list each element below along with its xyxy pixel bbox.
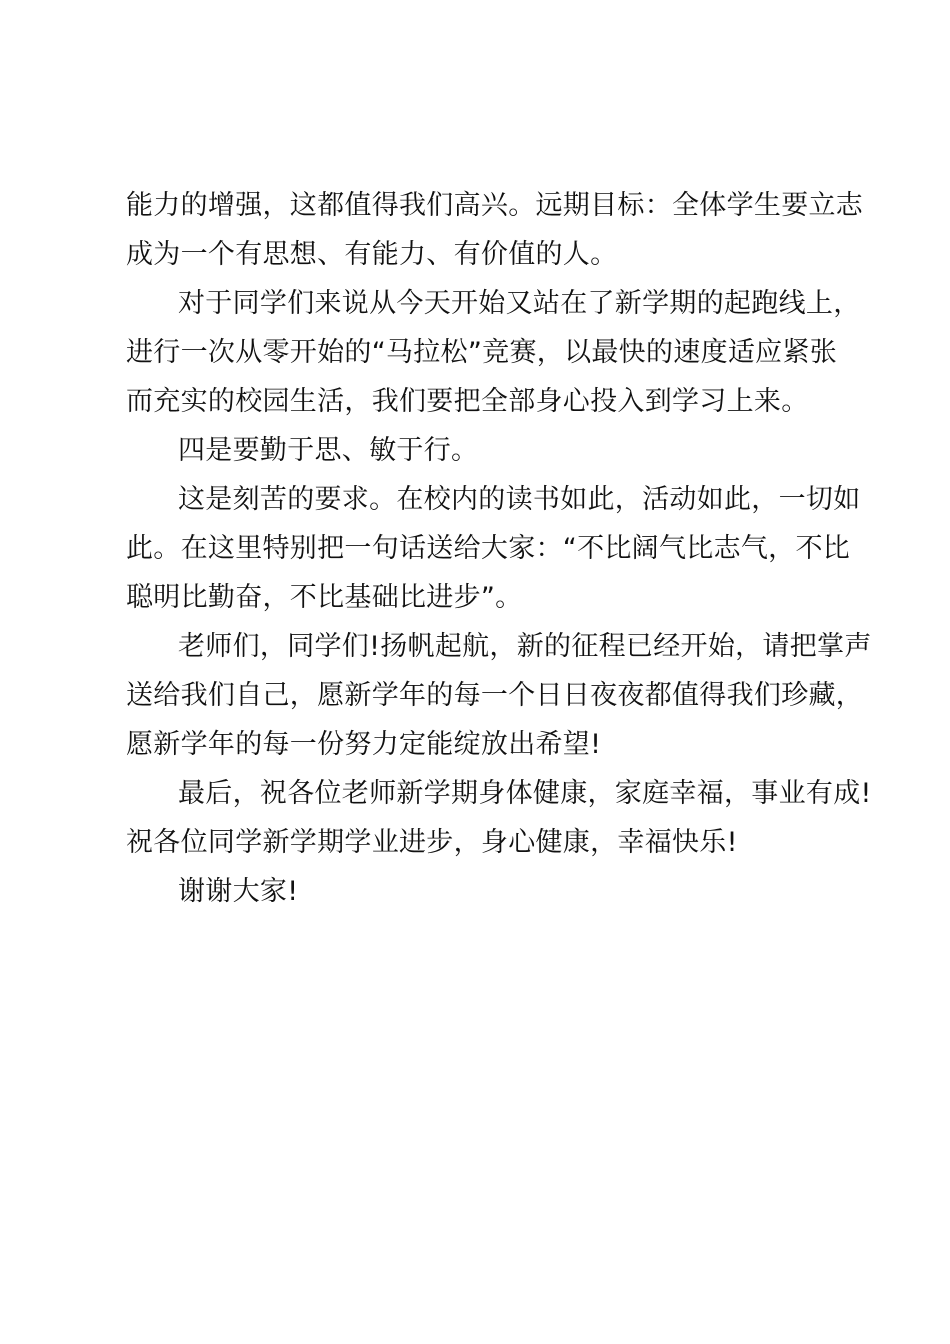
text-line: 能力的增强，这都值得我们高兴。远期目标：全体学生要立志 <box>126 190 864 221</box>
text-line: 谢谢大家! <box>178 876 299 907</box>
text-line: 而充实的校园生活，我们要把全部身心投入到学习上来。 <box>126 386 809 417</box>
text-line: 成为一个有思想、有能力、有价值的人。 <box>126 239 618 270</box>
document-body <box>126 181 872 916</box>
paragraph-7 <box>126 867 832 916</box>
text-line: 四是要勤于思、敏于行。 <box>178 435 479 466</box>
text-line: 老师们，同学们!扬帆起航，新的征程已经开始，请把掌声 <box>178 631 872 662</box>
text-line: 聪明比勤奋，不比基础比进步”。 <box>126 582 523 613</box>
text-line: 进行一次从零开始的“马拉松”竞赛，以最快的速度适应紧张 <box>126 337 838 368</box>
text-line: 最后，祝各位老师新学期身体健康，家庭幸福，事业有成! <box>178 778 872 809</box>
text-line: 此。在这里特别把一句话送给大家：“不比阔气比志气，不比 <box>126 533 851 564</box>
text-line: 送给我们自己，愿新学年的每一个日日夜夜都值得我们珍藏， <box>126 680 864 711</box>
text-line: 愿新学年的每一份努力定能绽放出希望! <box>126 729 602 760</box>
text-line: 祝各位同学新学期学业进步，身心健康，幸福快乐! <box>126 827 738 858</box>
paragraph-6 <box>126 769 872 867</box>
paragraph-4 <box>126 475 861 622</box>
text-line: 对于同学们来说从今天开始又站在了新学期的起跑线上， <box>178 288 861 319</box>
text-line: 这是刻苦的要求。在校内的读书如此，活动如此，一切如 <box>178 484 861 515</box>
paragraph-1 <box>126 181 864 279</box>
paragraph-2 <box>126 279 861 426</box>
paragraph-5 <box>126 622 872 769</box>
paragraph-3 <box>126 426 832 475</box>
